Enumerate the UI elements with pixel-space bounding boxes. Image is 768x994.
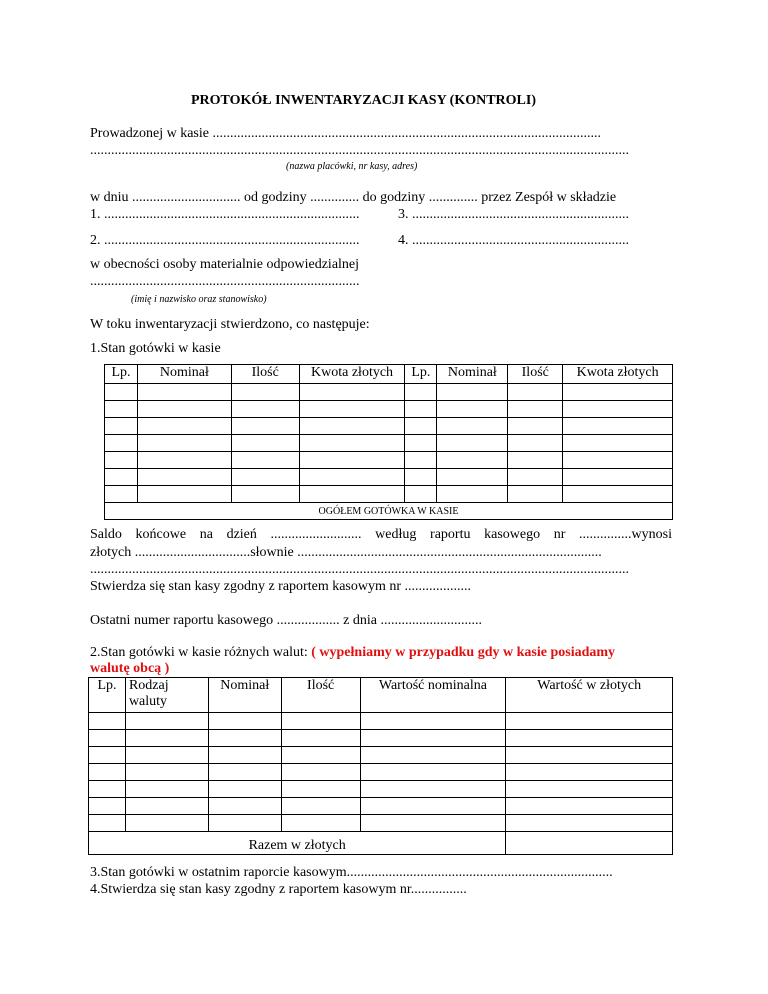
- table-header-row: [89, 678, 673, 713]
- page-title: PROTOKÓŁ INWENTARYZACJI KASY (KONTROLI): [191, 93, 537, 108]
- section1-title: 1.Stan gotówki w kasie: [90, 341, 221, 356]
- cash-table: [104, 364, 673, 520]
- col-lp: Lp.: [89, 678, 126, 713]
- dots-line: ..........................................................................................................................................................: [90, 143, 629, 158]
- table-row: [105, 452, 673, 469]
- section4-line: 4.Stwierdza się stan kasy zgodny z raportem kasowym nr................: [90, 882, 467, 897]
- table-row: [89, 730, 673, 747]
- col-nominal-2: Nominał: [437, 365, 508, 384]
- total-label: Razem w złotych: [89, 832, 506, 855]
- col-kwota-2: Kwota złotych: [563, 365, 673, 384]
- table-total-row: [105, 503, 673, 520]
- table-row: [89, 747, 673, 764]
- section2-title: [90, 645, 615, 661]
- total-label: OGÓŁEM GOTÓWKA W KASIE: [105, 503, 673, 520]
- col-lp-2: Lp.: [405, 365, 437, 384]
- saldo-line-3: ..........................................................................................................................................................: [90, 562, 629, 577]
- table-row: [105, 469, 673, 486]
- table-row: [105, 384, 673, 401]
- col-wartosc-zl: Wartość w złotych: [506, 678, 673, 713]
- w-obecnosci: w obecności osoby materialnie odpowiedzialnej: [90, 257, 360, 272]
- osoba-dots: .............................................................................: [90, 274, 360, 289]
- w-toku: W toku inwentaryzacji stwierdzono, co następuje:: [90, 317, 370, 332]
- table-row: [89, 815, 673, 832]
- member-2: 2. .........................................................................: [90, 233, 360, 248]
- caption-osoba: (imię i nazwisko oraz stanowisko): [131, 294, 267, 305]
- section3-line: 3.Stan gotówki w ostatnim raporcie kasowym............................................................................: [90, 865, 613, 880]
- total-value[interactable]: [506, 832, 673, 855]
- col-lp: Lp.: [105, 365, 138, 384]
- table-row: [105, 435, 673, 452]
- col-nominal: Nominał: [137, 365, 231, 384]
- stwierdza-line: Stwierdza się stan kasy zgodny z raportem kasowym nr ...................: [90, 579, 472, 594]
- col-ilosc-2: Ilość: [508, 365, 563, 384]
- section2-note-b: walutę obcą ): [90, 661, 170, 676]
- table-row: [89, 713, 673, 730]
- table-row: [105, 418, 673, 435]
- member-1: 1. .........................................................................: [90, 207, 360, 222]
- col-nominal: Nominał: [208, 678, 281, 713]
- table-row: [89, 781, 673, 798]
- prowadzonej-line: Prowadzonej w kasie ...............................................................................................................: [90, 126, 601, 141]
- section2-title-text: 2.Stan gotówki w kasie różnych walut:: [90, 645, 312, 660]
- col-wartosc-nominalna: Wartość nominalna: [360, 678, 506, 713]
- caption-placowka: (nazwa placówki, nr kasy, adres): [286, 161, 418, 172]
- ostatni-line: Ostatni numer raportu kasowego .................. z dnia .............................: [90, 613, 482, 628]
- saldo-line-2: złotych .................................słownie .......................................................................................: [90, 545, 602, 560]
- table-row: [89, 798, 673, 815]
- table-row: [105, 401, 673, 418]
- currency-table: [88, 677, 673, 855]
- member-4: 4. ..............................................................: [398, 233, 629, 248]
- col-ilosc: Ilość: [231, 365, 299, 384]
- saldo-line-1: Saldo końcowe na dzień .......................... według raportu kasowego nr ...............wynosi: [90, 527, 672, 542]
- table-row: [105, 486, 673, 503]
- table-row: [89, 764, 673, 781]
- table-total-row: [89, 832, 673, 855]
- member-3: 3. ..............................................................: [398, 207, 629, 222]
- section2-note-a: ( wypełniamy w przypadku gdy w kasie posiadamy: [311, 645, 616, 660]
- col-rodzaj-waluty: Rodzaj waluty: [125, 678, 208, 713]
- col-ilosc: Ilość: [281, 678, 360, 713]
- w-dniu-line: w dniu ............................... od godziny .............. do godziny .............. przez Zespół w składzie: [90, 190, 617, 205]
- col-kwota: Kwota złotych: [299, 365, 405, 384]
- table-header-row: [105, 365, 673, 384]
